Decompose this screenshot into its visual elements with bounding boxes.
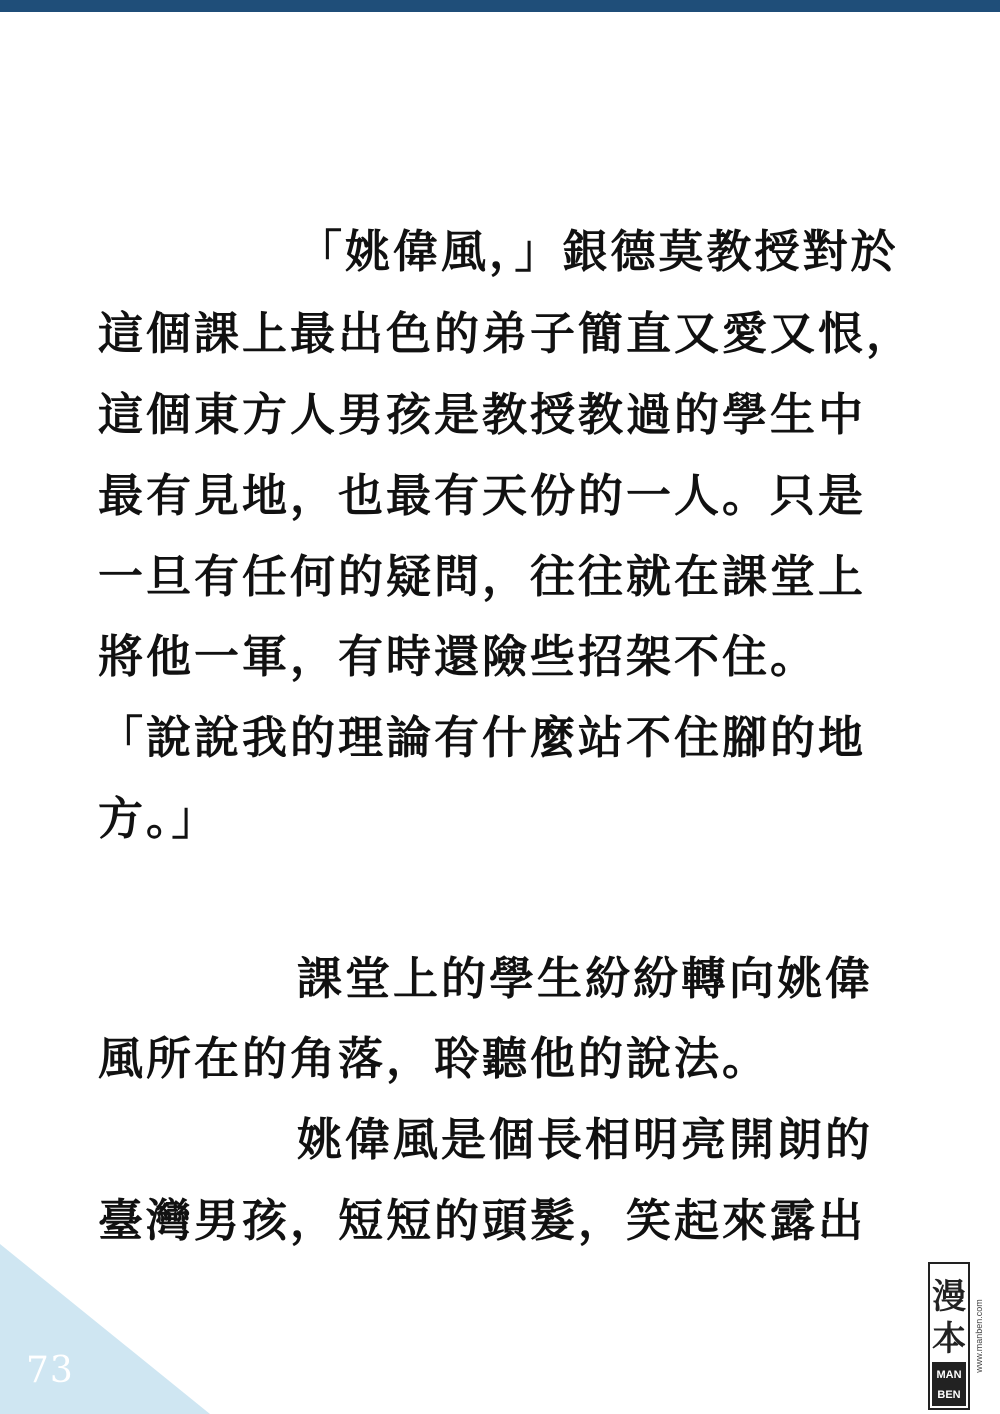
- body-line-9: 課堂上的學生紛紛轉向姚偉: [297, 952, 874, 1005]
- svg-text:本: 本: [932, 1319, 966, 1359]
- watermark-logo: [928, 1262, 992, 1410]
- body-line-12: 臺灣男孩，短短的頭髮，笑起來露出: [98, 1194, 867, 1247]
- body-line-11: 姚偉風是個長相明亮開朗的: [297, 1113, 874, 1166]
- body-line-7: 「說說我的理論有什麼站不住腳的地: [98, 711, 867, 764]
- svg-text:BEN: BEN: [937, 1389, 961, 1401]
- body-line-5: 一旦有任何的疑問，往往就在課堂上: [98, 550, 867, 603]
- svg-text:MAN: MAN: [936, 1369, 962, 1381]
- svg-text:www.manben.com: www.manben.com: [974, 1299, 984, 1373]
- top-color-bar: [0, 0, 1000, 12]
- body-line-2: 這個課上最出色的弟子簡直又愛又恨，: [98, 307, 915, 360]
- svg-text:漫: 漫: [932, 1277, 966, 1317]
- body-line-8: 方。」: [98, 792, 220, 845]
- body-line-10: 風所在的角落，聆聽他的說法。: [98, 1032, 771, 1085]
- body-line-1: 「姚偉風，」銀德莫教授對於: [297, 225, 899, 278]
- page-number: 73: [26, 1350, 74, 1391]
- body-line-4: 最有見地，也最有天份的一人。只是: [98, 469, 867, 522]
- body-line-6: 將他一軍，有時還險些招架不住。: [98, 630, 819, 683]
- body-line-3: 這個東方人男孩是教授教過的學生中: [98, 388, 867, 441]
